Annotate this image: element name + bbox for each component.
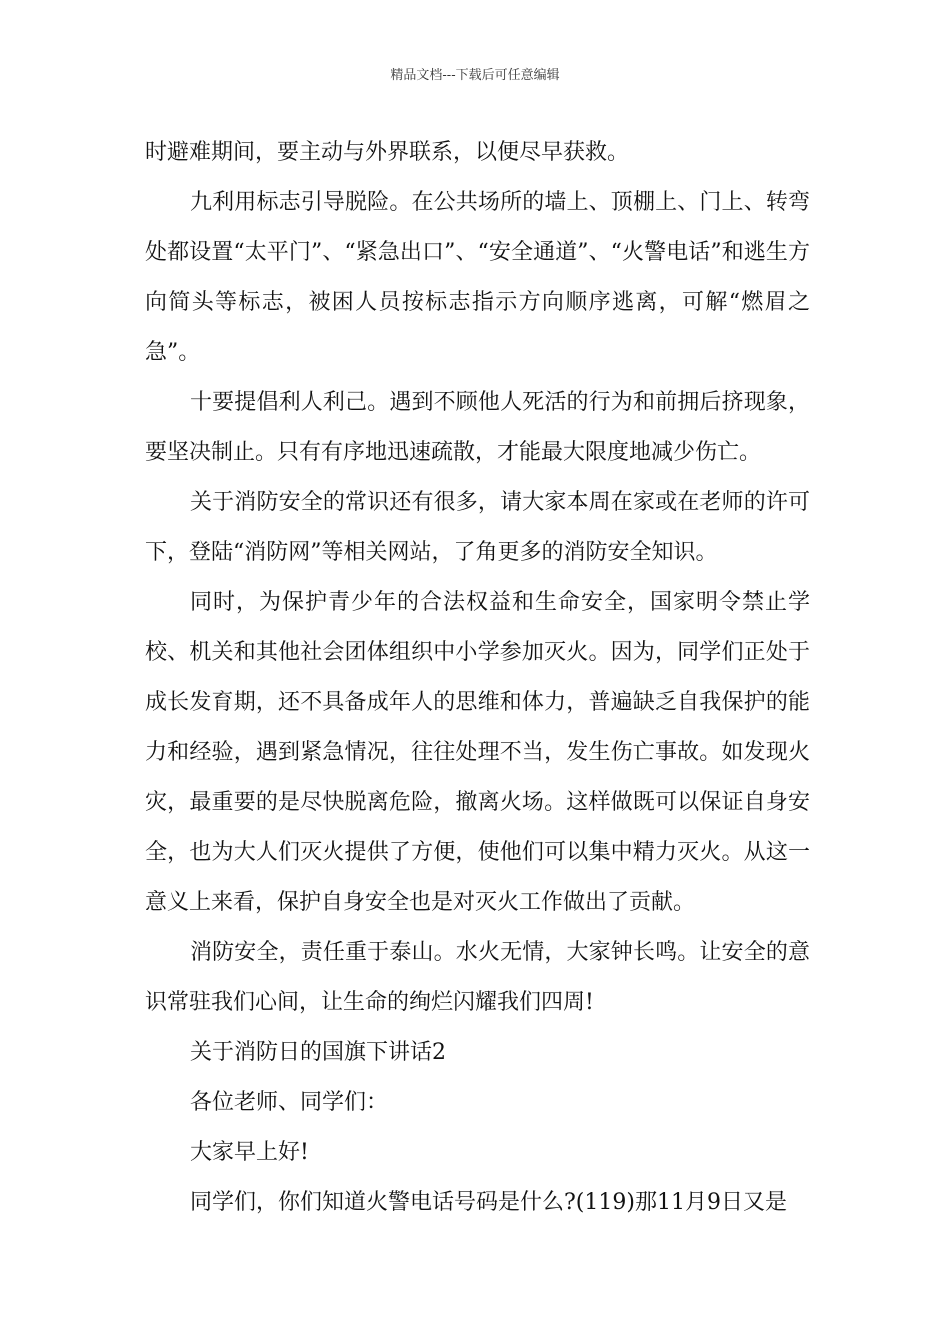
paragraph: 时避难期间，要主动与外界联系，以便尽早获救。 xyxy=(145,140,630,165)
section-title: 关于消防日的国旗下讲话2 xyxy=(190,1040,446,1065)
page-header: 精品文档---下载后可任意编辑 xyxy=(390,68,560,83)
paragraph: 关于消防安全的常识还有很多，请大家本周在家或在老师的许可下，登陆“消防网”等相关网站，了角更多的消防安全知识。 xyxy=(145,490,810,565)
document-body xyxy=(145,128,810,1228)
paragraph: 十要提倡利人利己。遇到不顾他人死活的行为和前拥后挤现象，要坚决制止。只有有序地迅速疏散，才能最大限度地减少伤亡。 xyxy=(145,390,810,465)
paragraph: 九利用标志引导脱险。在公共场所的墙上、顶棚上、门上、转弯处都设置“太平门”、“紧急出口”、“安全通道”、“火警电话”和逃生方向简头等标志，被困人员按标志指示方向顺序逃离，可解“燃眉之急”。 xyxy=(145,190,810,365)
paragraph: 同时，为保护青少年的合法权益和生命安全，国家明令禁止学校、机关和其他社会团体组织中小学参加灭火。因为，同学们正处于成长发育期，还不具备成年人的思维和体力，普遍缺乏自我保护的能力和经验，遇到紧急情况，往往处理不当，发生伤亡事故。如发现火灾，最重要的是尽快脱离危险，撤离火场。这样做既可以保证自身安全，也为大人们灭火提供了方便，使他们可以集中精力灭火。从这一意义上来看，保护自身安全也是对灭火工作做出了贡献。 xyxy=(145,590,810,915)
salutation: 各位老师、同学们： xyxy=(190,1090,389,1115)
paragraph: 消防安全，责任重于泰山。水火无情，大家钟长鸣。让安全的意识常驻我们心间，让生命的绚烂闪耀我们四周! xyxy=(145,940,810,1015)
paragraph: 同学们，你们知道火警电话号码是什么?(119)那11月9日又是 xyxy=(190,1190,787,1215)
greeting: 大家早上好! xyxy=(190,1140,309,1165)
